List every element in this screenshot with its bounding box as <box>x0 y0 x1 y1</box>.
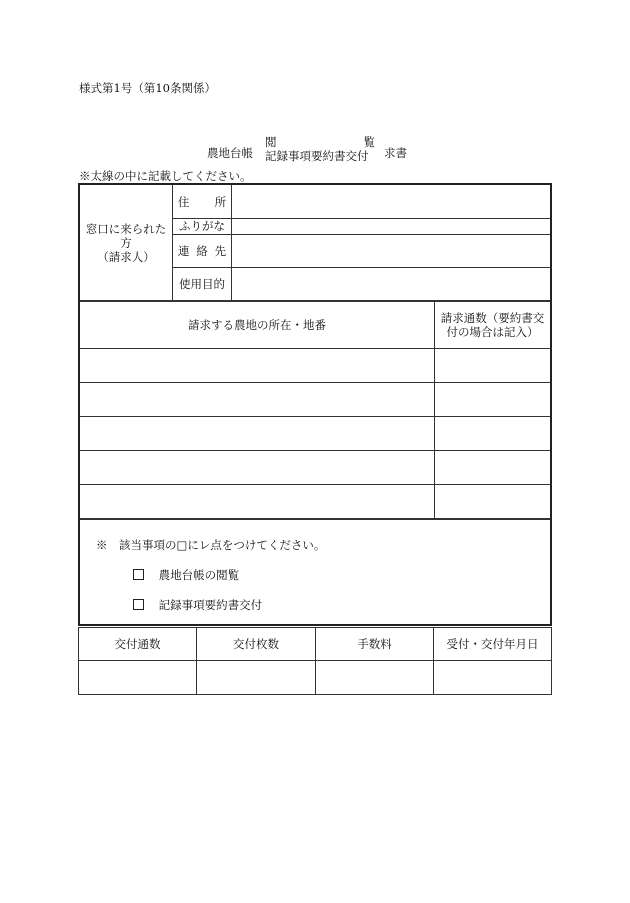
issued-sheets-value[interactable] <box>197 661 315 694</box>
land-location-input[interactable] <box>81 383 433 416</box>
option-inspection[interactable] <box>132 567 239 583</box>
purpose-input[interactable] <box>232 268 550 300</box>
applicant-label-line1: 窓口に来られた方 <box>85 222 167 250</box>
address-input[interactable] <box>232 186 550 218</box>
request-copies-header: 請求通数（要約書交付の場合は記入） <box>440 311 545 339</box>
form-id: 様式第1号（第10条関係） <box>79 81 216 95</box>
checkbox-icon[interactable] <box>133 569 144 580</box>
address-label: 住所 <box>177 195 252 209</box>
option-summary-label: 記録事項要約書交付 <box>158 598 263 612</box>
title-option-bottom: 記録事項要約書交付 <box>265 149 369 163</box>
fee-value[interactable] <box>316 661 433 694</box>
title-prefix: 農地台帳 <box>207 146 253 160</box>
receipt-date-header: 受付・交付年月日 <box>446 637 539 651</box>
instruction-note: ※太線の中に記載してください。 <box>79 169 252 183</box>
copies-input[interactable] <box>435 451 550 484</box>
check-note: ※ 該当事項の□にレ点をつけてください。 <box>96 538 326 552</box>
copies-input[interactable] <box>435 383 550 416</box>
title-option-top-left: 閲 <box>265 135 277 149</box>
issued-copies-value[interactable] <box>79 661 196 694</box>
applicant-label <box>80 185 172 301</box>
issued-sheets-header: 交付枚数 <box>233 637 279 651</box>
land-location-input[interactable] <box>81 451 433 484</box>
issued-copies-header: 交付通数 <box>114 637 161 651</box>
option-summary[interactable] <box>132 597 262 613</box>
title-options <box>265 135 375 163</box>
furigana-label: ふりがな <box>179 219 225 233</box>
divider-thick <box>80 518 550 520</box>
contact-input[interactable] <box>232 235 550 267</box>
applicant-label-line2: （請求人） <box>97 250 155 264</box>
furigana-input[interactable] <box>232 219 550 234</box>
land-location-input[interactable] <box>81 485 433 518</box>
land-location-header: 請求する農地の所在・地番 <box>188 318 326 332</box>
land-location-input[interactable] <box>81 417 433 450</box>
checkbox-icon[interactable] <box>133 599 144 610</box>
receipt-date-value[interactable] <box>434 661 551 694</box>
purpose-label: 使用目的 <box>179 277 225 291</box>
option-inspection-label: 農地台帳の閲覧 <box>158 568 240 582</box>
title-option-top-right: 覧 <box>363 135 375 149</box>
copies-input[interactable] <box>435 417 550 450</box>
copies-input[interactable] <box>435 349 550 382</box>
land-location-input[interactable] <box>81 349 433 382</box>
fee-header: 手数料 <box>357 637 392 651</box>
contact-label: 連絡先 <box>177 244 234 258</box>
copies-input[interactable] <box>435 485 550 518</box>
title-suffix: 求書 <box>384 146 407 160</box>
